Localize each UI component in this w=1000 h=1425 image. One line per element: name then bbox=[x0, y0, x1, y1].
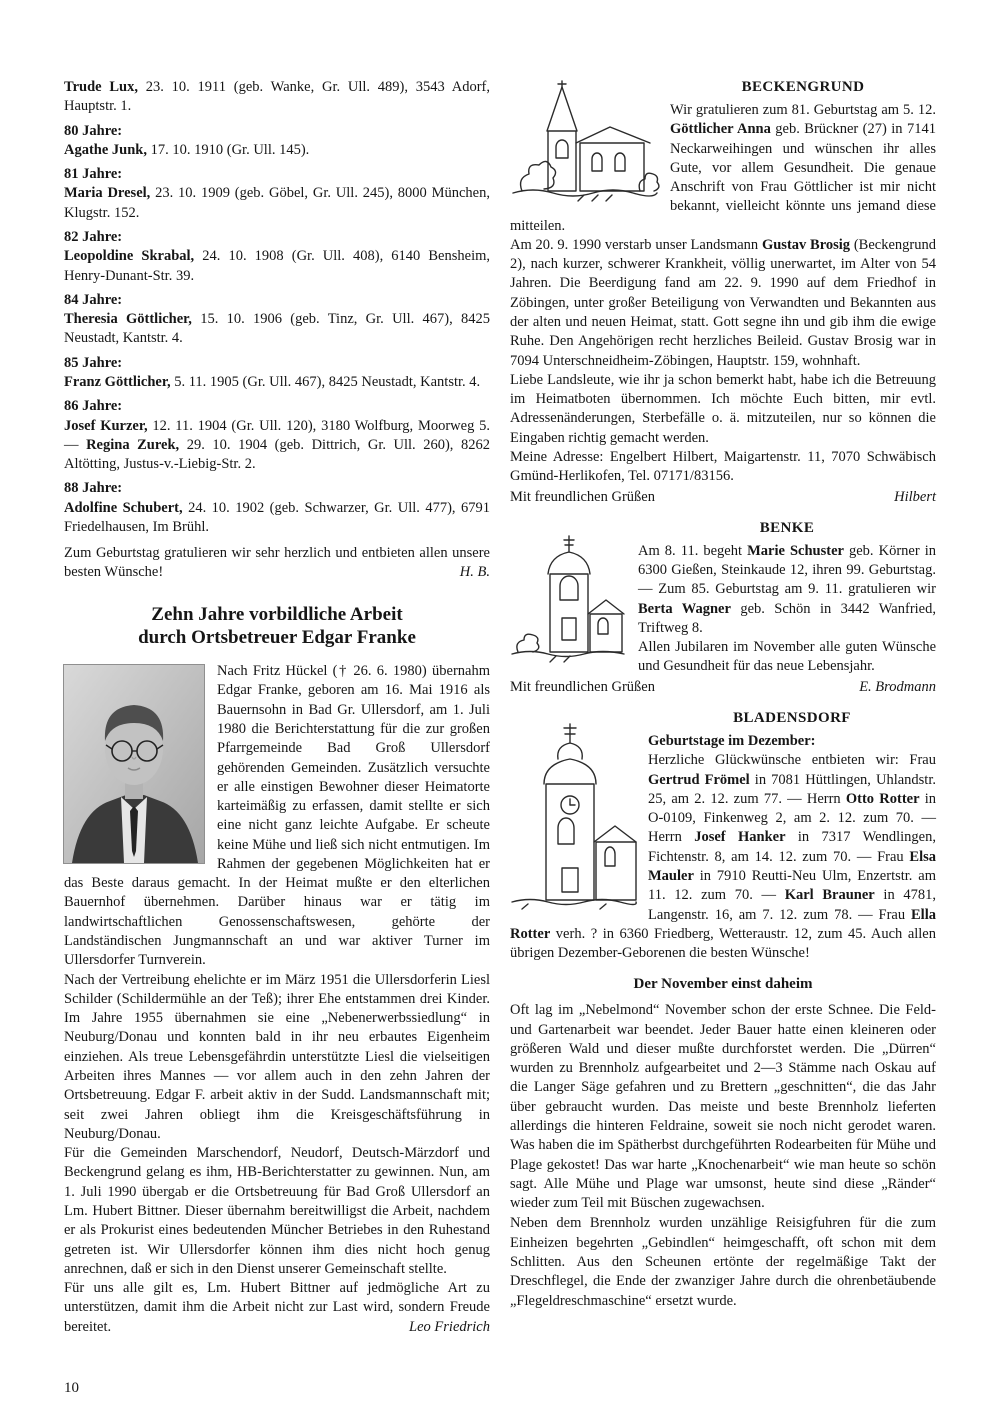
section-closing bbox=[510, 678, 936, 697]
birthday-entry: Franz Göttlicher, 5. 11. 1905 (Gr. Ull. 467), 8425 Neustadt, Kantstr. 4. bbox=[64, 373, 481, 390]
section-paragraph: Liebe Landsleute, wie ihr ja schon bemerkt habt, habe ich die Betreuung im Heimatboten übernommen. Ich möchte Euch bitten, mir evtl. Adressenänderungen, Sterbefälle o. ä. mitzuteilen, nur so können die Eingaben richtig gemacht werden. bbox=[510, 371, 936, 446]
section-title-benke: BENKE bbox=[759, 519, 815, 536]
signature-hilbert: Hilbert bbox=[894, 488, 936, 505]
section-title-beckengrund: BECKENGRUND bbox=[741, 79, 865, 95]
left-column bbox=[64, 78, 490, 1337]
article-paragraph bbox=[64, 1279, 490, 1337]
birthday-list bbox=[64, 78, 490, 537]
birthday-entry: Trude Lux, 23. 10. 1911 (geb. Wanke, Gr. Ull. 489), 3543 Adorf, Hauptstr. 1. bbox=[64, 79, 490, 115]
article-body bbox=[64, 662, 490, 1337]
section-closing bbox=[510, 488, 936, 507]
two-column-layout bbox=[64, 78, 936, 1337]
november-paragraph: Neben dem Brennholz wurden unzählige Reisigfuhren für die zum Einheizen begehrten „Gebindlen“ heimgeschafft, oft schon mit dem Schlitten. Aus den Scheunen ertönte der regelmäßige Takt der Dreschflegel, die Ende der zwanziger Jahre durch die ohrenbetäubende „Flegeldreschmaschine“ ersetzt wurde. bbox=[510, 1215, 936, 1309]
november-article bbox=[510, 975, 936, 1310]
article-paragraph-text: Für uns alle gilt es, Lm. Hubert Bittner auf jedmögliche Art zu unterstützen, damit ihm die Arbeit nicht zur Last wird, sondern Freude bereitet. bbox=[64, 1280, 490, 1335]
birthday-entry: Leopoldine Skrabal, 24. 10. 1908 (Gr. Ull. 408), 6140 Bensheim, Henry-Dunant-Str. 39. bbox=[64, 248, 491, 284]
age-group-heading: 85 Jahre: bbox=[64, 354, 123, 371]
signature-hb: H. B. bbox=[459, 564, 490, 581]
section-title-bladensdorf: BLADENSDORF bbox=[733, 710, 851, 727]
signature-brodmann: E. Brodmann bbox=[859, 678, 936, 695]
age-group-heading: 88 Jahre: bbox=[64, 480, 123, 497]
page-number: 10 bbox=[64, 1380, 79, 1396]
edgar-franke-portrait-photo bbox=[64, 665, 204, 863]
section-benke bbox=[510, 519, 936, 697]
section-bladensdorf bbox=[510, 709, 936, 963]
bladensdorf-church-illustration bbox=[510, 710, 638, 910]
birthday-entry: Agathe Junk, 17. 10. 1910 (Gr. Ull. 145). bbox=[64, 141, 310, 158]
age-group-heading: 80 Jahre: bbox=[64, 122, 123, 139]
article-paragraph: Für die Gemeinden Marschendorf, Neudorf, Deutsch-Märzdorf und Beckengrund gelang es ihm, HB-Berichterstatter zu gewinnen. Nun, am 1. Juli 1990 übergab er die Ortsbetreuung für Bad Groß Ullersdorf an Lm. Hubert Bittner. Dieser übernahm bereitwilligst die Arbeit, nachdem er als Prokurist eines bedeutenden Müncher Betriebes in den Ruhestand getreten ist. Wir Ullersdorfer können ihm dies nicht hoch genug anrechnen, daß er sich in den Dienst unserer Gemeinschaft stellte. bbox=[64, 1145, 490, 1277]
age-group-heading: 81 Jahre: bbox=[64, 166, 123, 183]
section-paragraph: Allen Jubilaren im November alle guten Wünsche und Gesundheit für das neue Lebensjahr. bbox=[638, 639, 936, 675]
section-paragraph: Herzliche Glückwünsche entbieten wir: Frau Gertrud Frömel in 7081 Hüttlingen, Uhlandstr. 25, am 2. 12. zum 77. — Herrn Otto Rotter in O-0109, Finkenweg 2, am 2. 12. zum 70. — Herrn Josef Hanker in 7317 Wendlingen, Fichtenstr. 8, am 14. 12. zum 70. — Frau Elsa Mauler in 7910 Reutti-Neu Ulm, Enzertstr. am 11. 12. zum 70. — Karl Brauner in 4781, Langenstr. 16, am 7. 12. zum 78. — Frau Ella Rotter verh. ? in 6360 Friedberg, Wetteraustr. 12, zum 45. Auch allen übrigen Dezember-Geborenen die besten Wünsche! bbox=[510, 752, 936, 962]
birthday-entry: Adolfine Schubert, 24. 10. 1902 (geb. Schwarzer, Gr. Ull. 477), 6791 Friedelhausen, Im Brühl. bbox=[64, 499, 490, 535]
benke-church-illustration bbox=[510, 520, 628, 665]
age-group-heading: 84 Jahre: bbox=[64, 291, 123, 308]
section-paragraph: Am 20. 9. 1990 verstarb unser Landsmann Gustav Brosig (Beckengrund 2), nach kurzer, schwerer Krankheit, völlig unerwartet, im Alter von 54 Jahren. Die Beerdigung fand am 22. 9. 1990 auf dem Friedhof in Zöbingen, unter großer Beteiligung von Verwandten und Bekannten aus der alten und neuen Heimat, statt. Gott segne ihn und gib ihm die ewige Ruhe. Den Angehörigen recht herzliches Beileid. Gustav Brosig war in 7094 Unterschneidheim-Zöbingen, Hauptstr. 159, wohnhaft. bbox=[510, 236, 936, 369]
article-title-line1: Zehn Jahre vorbildliche Arbeit bbox=[151, 603, 403, 625]
section-beckengrund bbox=[510, 78, 936, 507]
november-article-title: Der November einst daheim bbox=[633, 976, 813, 993]
right-column bbox=[510, 78, 936, 1337]
section-paragraph: Am 8. 11. begeht Marie Schuster geb. Körner in 6300 Gießen, Steinkaude 12, ihren 99. Geburtstag. — Zum 85. Geburtstag am 9. 11. gratulieren wir Berta Wagner geb. Schön in 3442 Wanfried, Triftweg 8. bbox=[638, 542, 936, 636]
portrait-graphic bbox=[64, 665, 204, 863]
signature-leo-friedrich: Leo Friedrich bbox=[409, 1318, 490, 1335]
november-paragraph: Oft lag im „Nebelmond“ November schon der erste Schnee. Die Feld- und Gartenarbeit war beendet. Jeder Bauer hatte einen kleineren oder größeren Wald und dieser mußte durchforstet werden. Die „Dürren“ wurden zu Brennholz aufgearbeitet und 2—3 Stämme nach Oskau auf die Langer Säge gefahren und zu Brettern „geschnitten“, die das Jahr über gebraucht wurden. Das meiste und beste Brennholz lieferten allerdings die hinteren Feldraine, soweit sie noch nicht gerodet waren. Was haben die im Spätherbst durchgeführten Rodearbeiten für Mühe und Plage gekostet! Das war harte „Knochenarbeit“ wie man heute so schön sagt. Alle Mühe und Plage war umsonst, heute sind diese „Ränder“ wieder zum Teil mit Büschen zugewachsen. bbox=[510, 1002, 936, 1212]
beckengrund-church-illustration bbox=[510, 79, 660, 207]
birthday-closing bbox=[64, 544, 490, 583]
birthday-closing-text: Zum Geburtstag gratulieren wir sehr herzlich und entbieten allen unsere besten Wünsche! bbox=[64, 545, 490, 581]
closing-greeting: Mit freundlichen Grüßen bbox=[510, 488, 655, 505]
closing-greeting: Mit freundlichen Grüßen bbox=[510, 678, 655, 695]
birthday-entry: Josef Kurzer, 12. 11. 1904 (Gr. Ull. 120), 3180 Wolfburg, Moorweg 5. — Regina Zurek, 29. 10. 1904 (geb. Dittrich, Gr. Ull. 260), 8262 Altötting, Justus-v.-Liebig-Str. 2. bbox=[64, 417, 490, 473]
age-group-heading: 82 Jahre: bbox=[64, 228, 123, 245]
article-paragraph: Nach Fritz Hückel († 26. 6. 1980) übernahm Edgar Franke, geboren am 16. Mai 1916 als Bauernsohn in Bad Gr. Ullersdorf, am 1. Juli 1980 die Berichterstattung für die zur großen Pfarrgemeinde Bad Groß Ullersdorf gehörenden Gemeinden. Zusätzlich versuchte er alle einstigen Bewohner dieser Heimatorte karteimäßig zu erfassen, damit stellte er sich eine nicht ganz leichte Aufgabe. Er scheute keine Mühe und ließ sich nicht entmutigen. Im Rahmen der gegebenen Möglichkeiten hat er das Beste daraus gemacht. In der Heimat mußte er den elterlichen Bauernhof übernehmen. Darüber hinaus war er tätig im landwirtschaftlichen Genossenschaftswesen, gehörte der Landständischen Jungmannschaft an und war aktiver Turner im Ullersdorfer Turnverein. bbox=[64, 663, 490, 969]
birthday-entry: Theresia Göttlicher, 15. 10. 1906 (geb. Tinz, Gr. Ull. 467), 8425 Neustadt, Kantstr. 4. bbox=[64, 311, 490, 347]
section-paragraph: Meine Adresse: Engelbert Hilbert, Maigartenstr. 11, 7070 Schwäbisch Gmünd-Herlikofen, Tel. 07171/83156. bbox=[510, 449, 936, 485]
bladensdorf-subtitle: Geburtstage im Dezember: bbox=[648, 732, 816, 749]
article-title-line2: durch Ortsbetreuer Edgar Franke bbox=[138, 626, 416, 648]
birthday-entry: Maria Dresel, 23. 10. 1909 (geb. Göbel, Gr. Ull. 245), 8000 München, Klugstr. 152. bbox=[64, 185, 490, 221]
article-paragraph: Nach der Vertreibung ehelichte er im März 1951 die Ullersdorferin Liesl Schilder (Schildermühle an der Teß); ihrer Ehe entstammen drei Kinder. Im Jahre 1955 übernahmen sie eine „Nebenerwerbssiedlung“ in Neuburg/Donau und konnten bald in ihr neu erbautes Eigenheim einziehen. Als treue Lebensgefährdin unterstützte Liesl die vielseitigen Arbeiten ihres Mannes — vor allem auch in den zehn Jahren der Ortsbetreuung. Edgar F. arbeit aktiv in der Sudd. Landsmannschaft mit; seit zwei Jahren obliegt ihm die Kreisgeschäftsführung in Neuburg/Donau. bbox=[64, 971, 490, 1142]
article-title bbox=[64, 603, 490, 649]
age-group-heading: 86 Jahre: bbox=[64, 398, 123, 415]
section-paragraph: Wir gratulieren zum 81. Geburtstag am 5. 12. Göttlicher Anna geb. Brückner (27) in 7141 Neckarweihingen und wünschen ihr alles Gute, vor allem Gesundheit. Die genaue Anschrift von Frau Göttlicher ist mir nicht bekannt, vielleicht könnte uns jemand diese mitteilen. bbox=[510, 101, 936, 234]
